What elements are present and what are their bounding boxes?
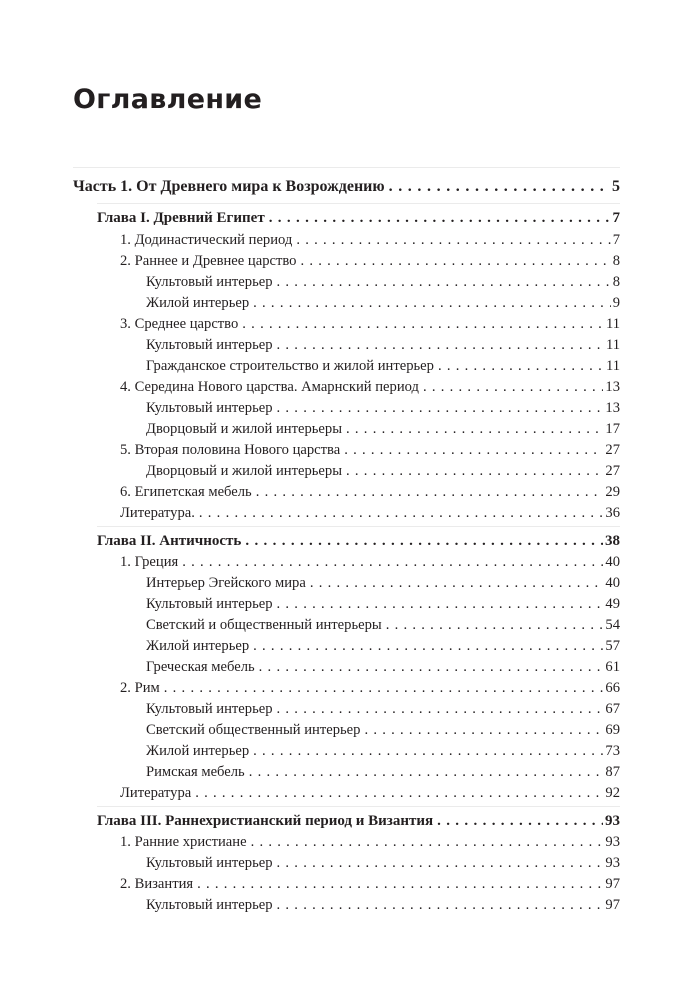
- toc-page-number: 27: [605, 463, 620, 479]
- toc-entry-label: Культовый интерьер: [146, 855, 273, 871]
- toc-page-number: 38: [605, 533, 620, 549]
- toc-subsection[interactable]: [146, 638, 620, 655]
- toc-page-number: 92: [605, 785, 620, 801]
- toc-entry-label: Глава I. Древний Египет: [97, 210, 265, 226]
- dot-leader: [296, 232, 610, 249]
- dot-leader: [253, 295, 611, 312]
- dot-leader: [253, 743, 603, 760]
- toc-entry-label: Жилой интерьер: [146, 743, 250, 759]
- toc-subsection[interactable]: [146, 274, 620, 291]
- toc-entry-label: Римская мебель: [146, 764, 245, 780]
- toc-page-number: 49: [605, 596, 620, 612]
- toc-entry-label: Часть 1. От Древнего мира к Возрождению: [73, 178, 385, 195]
- dot-leader: [197, 876, 603, 893]
- toc-page-number: 40: [605, 554, 620, 570]
- toc-subsection[interactable]: [146, 701, 620, 718]
- toc-page-number: 7: [612, 210, 620, 226]
- dot-leader: [253, 638, 603, 655]
- toc-entry-label: Светский и общественный интерьеры: [146, 617, 382, 633]
- toc-page-number: 40: [605, 575, 620, 591]
- divider-chapter-1: [97, 203, 620, 204]
- dot-leader: [277, 274, 611, 291]
- dot-leader: [259, 659, 604, 676]
- toc-page-number: 97: [605, 897, 620, 913]
- toc-page-number: 93: [605, 813, 620, 829]
- toc-entry-label: Интерьер Эгейского мира: [146, 575, 306, 591]
- dot-leader: [423, 379, 603, 396]
- page-title: Оглавление: [73, 84, 263, 115]
- toc-subsection[interactable]: [146, 421, 620, 438]
- toc-page-number: 93: [605, 855, 620, 871]
- dot-leader: [277, 855, 604, 872]
- toc-section[interactable]: [120, 680, 620, 697]
- toc-section[interactable]: [120, 232, 620, 249]
- toc-entry-label: Дворцовый и жилой интерьеры: [146, 421, 342, 437]
- toc-entry-label: Культовый интерьер: [146, 596, 273, 612]
- toc-entry-label: 1. Ранние христиане: [120, 834, 247, 850]
- toc-subsection[interactable]: [146, 764, 620, 781]
- toc-subsection[interactable]: [146, 855, 620, 872]
- toc-section[interactable]: [120, 484, 620, 501]
- toc-page-number: 57: [605, 638, 620, 654]
- toc-section[interactable]: [120, 834, 620, 851]
- toc-entry-label: Культовый интерьер: [146, 400, 273, 416]
- toc-subsection[interactable]: [146, 358, 620, 375]
- toc-page-number: 11: [605, 358, 620, 374]
- toc-subsection[interactable]: [146, 575, 620, 592]
- toc-section[interactable]: [120, 505, 620, 522]
- toc-section[interactable]: [120, 876, 620, 893]
- dot-leader: [277, 400, 604, 417]
- toc-subsection[interactable]: [146, 463, 620, 480]
- toc-entry-label: Светский общественный интерьер: [146, 722, 361, 738]
- toc-page-number: 93: [605, 834, 620, 850]
- divider-chapter-3: [97, 806, 620, 807]
- dot-leader: [195, 785, 603, 802]
- dot-leader: [437, 813, 603, 830]
- toc-entry-label: Культовый интерьер: [146, 701, 273, 717]
- toc-entry-label: Глава III. Раннехристианский период и Византия: [97, 813, 434, 829]
- toc-entry-label: 2. Рим: [120, 680, 160, 696]
- toc-entry-label: Глава II. Античность: [97, 533, 242, 549]
- dot-leader: [277, 897, 604, 914]
- dot-leader: [256, 484, 604, 501]
- toc-page-number: 13: [605, 379, 620, 395]
- dot-leader: [277, 596, 604, 613]
- dot-leader: [438, 358, 604, 375]
- dot-leader: [164, 680, 604, 697]
- toc-page-number: 5: [612, 178, 620, 195]
- toc-page-number: 11: [605, 337, 620, 353]
- toc-section[interactable]: [120, 785, 620, 802]
- toc-page-number: 61: [605, 659, 620, 675]
- toc-subsection[interactable]: [146, 617, 620, 634]
- toc-subsection[interactable]: [146, 400, 620, 417]
- toc-page-number: 73: [605, 743, 620, 759]
- dot-leader: [389, 178, 610, 196]
- dot-leader: [251, 834, 604, 851]
- dot-leader: [199, 505, 604, 522]
- toc-chapter-2[interactable]: [97, 533, 620, 550]
- toc-section[interactable]: [120, 253, 620, 270]
- toc-page-number: 27: [605, 442, 620, 458]
- toc-subsection[interactable]: [146, 596, 620, 613]
- toc-subsection[interactable]: [146, 722, 620, 739]
- toc-subsection[interactable]: [146, 743, 620, 760]
- toc-section[interactable]: [120, 442, 620, 459]
- toc-entry-label: 4. Середина Нового царства. Амарнский период: [120, 379, 419, 395]
- toc-page-number: 9: [612, 295, 620, 311]
- toc-entry-label: Литература.: [120, 505, 195, 521]
- toc-entry-label: Дворцовый и жилой интерьеры: [146, 463, 342, 479]
- toc-subsection[interactable]: [146, 659, 620, 676]
- toc-entry-label: Жилой интерьер: [146, 638, 250, 654]
- toc-chapter-3[interactable]: [97, 813, 620, 830]
- dot-leader: [245, 533, 603, 550]
- toc-entry-label: Греческая мебель: [146, 659, 255, 675]
- divider-chapter-2: [97, 526, 620, 527]
- toc-page-number: 17: [605, 421, 620, 437]
- dot-leader: [346, 463, 603, 480]
- toc-page-number: 29: [605, 484, 620, 500]
- toc-subsection[interactable]: [146, 295, 620, 312]
- toc-entry-label: 2. Раннее и Древнее царство: [120, 253, 297, 269]
- toc-entry-label: 2. Византия: [120, 876, 194, 892]
- toc-page-number: 8: [612, 274, 620, 290]
- toc-entry-label: Гражданское строительство и жилой интерьер: [146, 358, 434, 374]
- toc-subsection[interactable]: [146, 897, 620, 914]
- toc-page-number: 69: [605, 722, 620, 738]
- dot-leader: [277, 337, 604, 354]
- dot-leader: [249, 764, 604, 781]
- toc-page-number: 66: [605, 680, 620, 696]
- toc-section[interactable]: [120, 316, 620, 333]
- toc-page-number: 36: [605, 505, 620, 521]
- toc-entry-label: 1. Греция: [120, 554, 179, 570]
- dot-leader: [269, 210, 611, 227]
- toc-entry-label: Культовый интерьер: [146, 897, 273, 913]
- dot-leader: [386, 617, 604, 634]
- toc-page-number: 13: [605, 400, 620, 416]
- toc-page-number: 67: [605, 701, 620, 717]
- dot-leader: [242, 316, 604, 333]
- toc-entry-label: Жилой интерьер: [146, 295, 250, 311]
- dot-leader: [344, 442, 603, 459]
- toc-entry-label: 6. Египетская мебель: [120, 484, 252, 500]
- toc-entry-label: 3. Среднее царство: [120, 316, 239, 332]
- toc-section[interactable]: [120, 554, 620, 571]
- toc-entry-label: Литература: [120, 785, 192, 801]
- toc-part-1[interactable]: [73, 178, 620, 196]
- toc-entry-label: Культовый интерьер: [146, 274, 273, 290]
- toc-page-number: 97: [605, 876, 620, 892]
- dot-leader: [182, 554, 603, 571]
- toc-section[interactable]: [120, 379, 620, 396]
- dot-leader: [300, 253, 610, 270]
- toc-page-number: 11: [605, 316, 620, 332]
- toc-page-number: 8: [612, 253, 620, 269]
- toc-chapter-1[interactable]: [97, 210, 620, 227]
- dot-leader: [277, 701, 604, 718]
- toc-page-number: 7: [612, 232, 620, 248]
- dot-leader: [346, 421, 603, 438]
- dot-leader: [364, 722, 603, 739]
- divider-part-1: [73, 167, 620, 168]
- toc-entry-label: 5. Вторая половина Нового царства: [120, 442, 341, 458]
- toc-entry-label: Культовый интерьер: [146, 337, 273, 353]
- dot-leader: [310, 575, 604, 592]
- toc-entry-label: 1. Додинастический период: [120, 232, 293, 248]
- toc-page-number: 54: [605, 617, 620, 633]
- toc-page-number: 87: [605, 764, 620, 780]
- toc-subsection[interactable]: [146, 337, 620, 354]
